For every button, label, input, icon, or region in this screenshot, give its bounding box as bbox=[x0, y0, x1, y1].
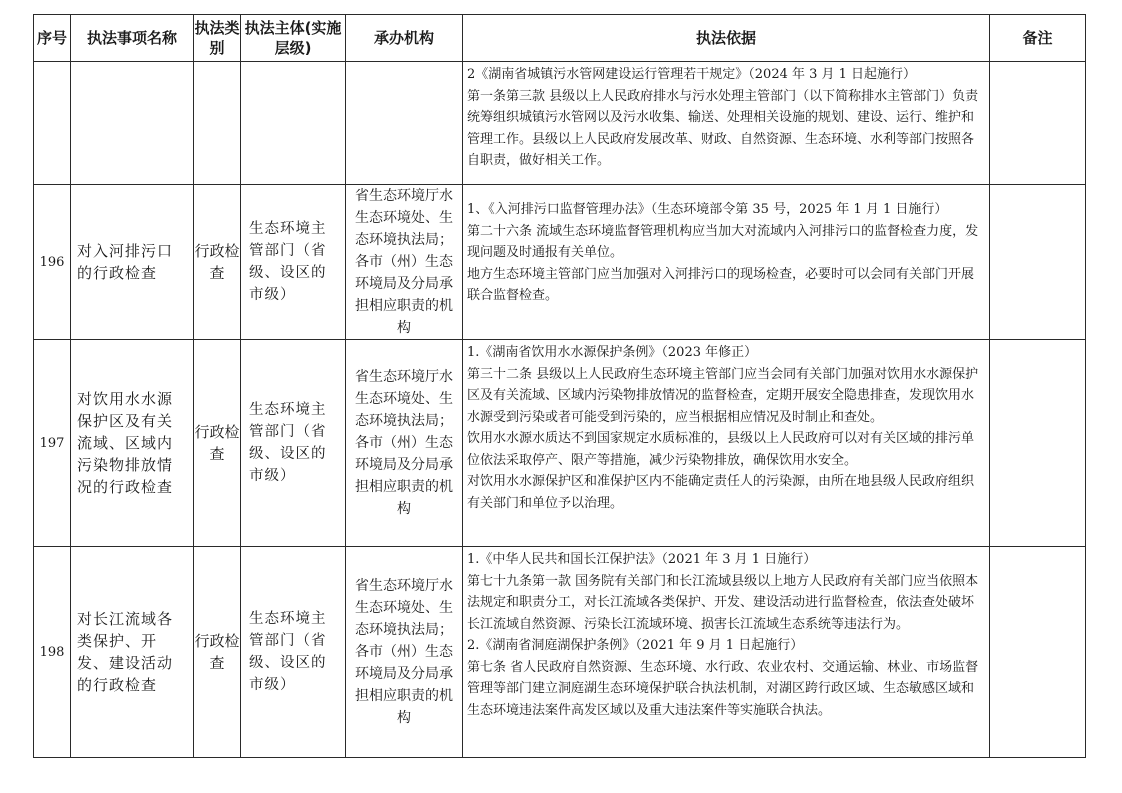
row-item-name: 对长江流域各类保护、开发、建设活动的行政检查 bbox=[71, 547, 194, 758]
row-no: 197 bbox=[34, 340, 71, 547]
header-basis: 执法依据 bbox=[463, 15, 990, 62]
law-enforcement-table bbox=[33, 14, 1086, 758]
row-item-name bbox=[71, 62, 194, 185]
row-item-name: 对饮用水水源保护区及有关流域、区域内污染物排放情况的行政检查 bbox=[71, 340, 194, 547]
basis-paragraph: 对饮用水水源保护区和准保护区内不能确定责任人的污染源，由所在地县级人民政府组织有关部门和单位予以治理。 bbox=[467, 474, 975, 511]
row-remark bbox=[990, 62, 1086, 185]
basis-paragraph: 第七条 省人民政府自然资源、生态环境、水行政、农业农村、交通运输、林业、市场监督管理等部门建立洞庭湖生态环境保护联合执法机制，对湖区跨行政区域、生态敏感区域和生态环境违法案件高发区域以及重大违法案件等实施联合执法。 bbox=[467, 659, 979, 718]
row-subject: 生态环境主管部门（省级、设区的市级） bbox=[241, 547, 346, 758]
header-item-name: 执法事项名称 bbox=[71, 15, 194, 62]
basis-paragraph: 1、《入河排污口监督管理办法》（生态环境部令第 35 号，2025 年 1 月 1 日施行） bbox=[467, 202, 948, 217]
table-row bbox=[34, 340, 1086, 547]
row-subject bbox=[241, 62, 346, 185]
table-row bbox=[34, 62, 1086, 185]
row-no bbox=[34, 62, 71, 185]
row-remark bbox=[990, 185, 1086, 340]
basis-paragraph: 地方生态环境主管部门应当加强对入河排污口的现场检查，必要时可以会同有关部门开展联合监督检查。 bbox=[467, 266, 975, 303]
row-item-name: 对入河排污口的行政检查 bbox=[71, 185, 194, 340]
row-basis bbox=[463, 62, 990, 185]
row-remark bbox=[990, 340, 1086, 547]
row-organization: 省生态环境厅水生态环境处、生态环境执法局；各市（州）生态环境局及分局承担相应职责的机构 bbox=[346, 185, 463, 340]
basis-paragraph: 饮用水水源水质达不到国家规定水质标准的，县级以上人民政府可以对有关区域的排污单位依法采取停产、限产等措施，减少污染物排放，确保饮用水安全。 bbox=[467, 431, 975, 468]
row-category: 行政检查 bbox=[194, 547, 241, 758]
basis-paragraph: 1.《湖南省饮用水水源保护条例》（2023 年修正） bbox=[467, 345, 758, 360]
basis-paragraph: 第一条第三款 县级以上人民政府排水与污水处理主管部门（以下简称排水主管部门）负责统筹组织城镇污水管网以及污水收集、输送、处理相关设施的规划、建设、运行、维护和管理工作。县级以上人民政府发展改革、财政、自然资源、生态环境、水利等部门按照各自职责，做好相关工作。 bbox=[467, 88, 979, 168]
basis-paragraph: 第七十九条第一款 国务院有关部门和长江流域县级以上地方人民政府有关部门应当依照本法规定和职责分工，对长江流域各类保护、开发、建设活动进行监督检查，依法查处破坏长江流域自然资源、污染长江流域环境、损害长江流域生态系统等违法行为。 bbox=[467, 573, 979, 632]
row-no: 198 bbox=[34, 547, 71, 758]
row-category: 行政检查 bbox=[194, 340, 241, 547]
row-no: 196 bbox=[34, 185, 71, 340]
basis-paragraph: 第三十二条 县级以上人民政府生态环境主管部门应当会同有关部门加强对饮用水水源保护区及有关流域、区域内污染物排放情况的监督检查，定期开展安全隐患排查，发现饮用水水源受到污染或者可能受到污染的，应当根据相应情况及时制止和查处。 bbox=[467, 366, 979, 425]
table-row bbox=[34, 547, 1086, 758]
row-subject: 生态环境主管部门（省级、设区的市级） bbox=[241, 185, 346, 340]
header-remark: 备注 bbox=[990, 15, 1086, 62]
header-subject: 执法主体(实施层级) bbox=[241, 15, 346, 62]
header-row bbox=[34, 15, 1086, 62]
header-category: 执法类别 bbox=[194, 15, 241, 62]
row-subject: 生态环境主管部门（省级、设区的市级） bbox=[241, 340, 346, 547]
header-no: 序号 bbox=[34, 15, 71, 62]
row-remark bbox=[990, 547, 1086, 758]
row-organization: 省生态环境厅水生态环境处、生态环境执法局；各市（州）生态环境局及分局承担相应职责的机构 bbox=[346, 340, 463, 547]
basis-paragraph: 2《湖南省城镇污水管网建设运行管理若干规定》（2024 年 3 月 1 日起施行） bbox=[467, 67, 917, 82]
row-organization bbox=[346, 62, 463, 185]
row-category bbox=[194, 62, 241, 185]
basis-paragraph: 2.《湖南省洞庭湖保护条例》（2021 年 9 月 1 日起施行） bbox=[467, 638, 804, 653]
row-basis bbox=[463, 340, 990, 547]
header-organization: 承办机构 bbox=[346, 15, 463, 62]
row-organization: 省生态环境厅水生态环境处、生态环境执法局；各市（州）生态环境局及分局承担相应职责的机构 bbox=[346, 547, 463, 758]
basis-paragraph: 1.《中华人民共和国长江保护法》（2021 年 3 月 1 日施行） bbox=[467, 552, 817, 567]
table-row bbox=[34, 185, 1086, 340]
row-category: 行政检查 bbox=[194, 185, 241, 340]
law-enforcement-table-sheet bbox=[33, 14, 1086, 758]
row-basis bbox=[463, 185, 990, 340]
basis-paragraph: 第二十六条 流域生态环境监督管理机构应当加大对流域内入河排污口的监督检查力度，发现问题及时通报有关单位。 bbox=[467, 223, 979, 260]
row-basis bbox=[463, 547, 990, 758]
